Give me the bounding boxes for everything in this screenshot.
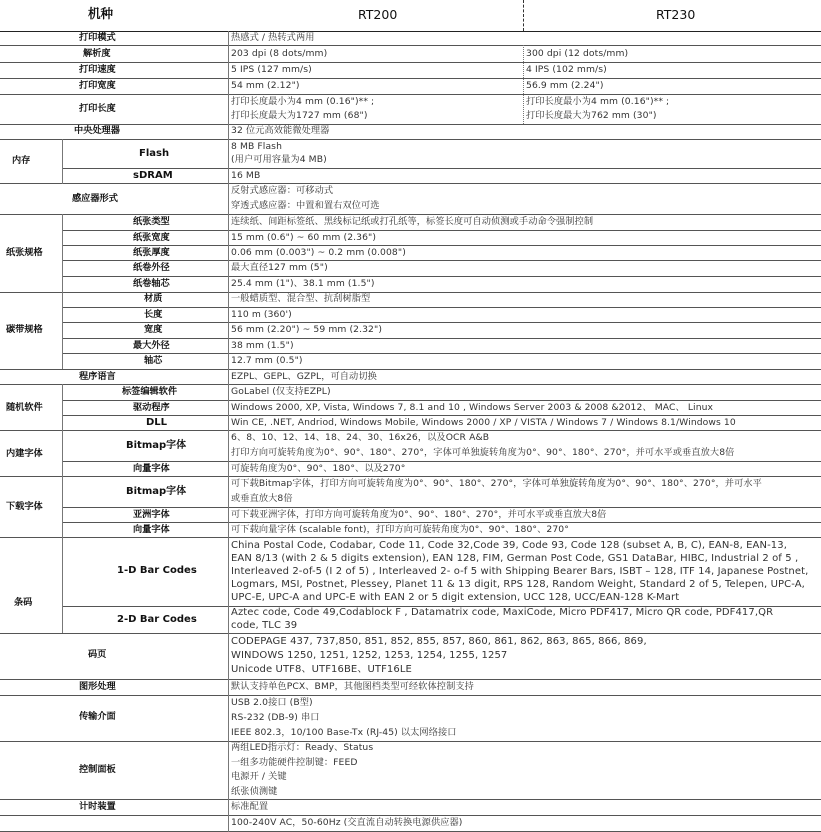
sdram-value: 16 MB	[231, 170, 261, 181]
codepage-line: Unicode UTF8、UTF16BE、UTF16LE	[231, 664, 412, 675]
barcode-1d-line: Interleaved 2-of-5 (I 2 of 5) , Interleaved 2- o-f 5 with Shipping Bearer Bars, ISBT – 128, ITF 14, Japanese Postnet,	[231, 566, 809, 577]
builtin-bitmap-value-2: 打印方向可旋转角度为0°、90°、180°、270°，字体可单独旋转角度为0°、90°、180°、270°，并可水平或垂直放大8倍	[231, 447, 735, 458]
row-rule	[0, 679, 821, 680]
paper-item-value: 15 mm (0.6") ~ 60 mm (2.36")	[231, 232, 377, 243]
print-length-value-a-1: 打印长度最小为4 mm (0.16")** ;	[231, 96, 375, 107]
paper-item-label: 纸张类型	[133, 216, 170, 227]
model-b-title: RT230	[656, 7, 696, 22]
barcode-1d-line: UPC-E, UPC-A and UPC-E with EAN 2 or 5 digit extension, UCC 128, UCC/EAN-128 K-Mart	[231, 592, 680, 603]
row-rule	[0, 537, 821, 538]
row-rule	[0, 799, 821, 800]
sdram-label: sDRAM	[133, 170, 173, 181]
interface-line: IEEE 802.3，10/100 Base-Tx (RJ-45) 以太网络接口	[231, 727, 457, 738]
model-a-title: RT200	[358, 7, 398, 22]
barcode-2d-label: 2-D Bar Codes	[117, 614, 197, 625]
software-item-value: Windows 2000, XP, Vista, Windows 7, 8.1 and 10 , Windows Server 2003 & 2008 &2012、 MAC、 Linux	[231, 402, 714, 413]
ribbon-item-value: 110 m (360')	[231, 309, 292, 320]
row-rule	[0, 815, 821, 816]
software-item-label: DLL	[146, 417, 168, 428]
download-vector-value: 可下载向量字体 (scalable font)，打印方向可旋转角度为0°、90°、180°、270°	[231, 524, 569, 535]
paper-item-label: 纸卷外径	[133, 262, 170, 273]
builtin-vector-label: 向量字体	[133, 463, 170, 474]
row-rule	[0, 45, 821, 46]
ribbon-item-label: 长度	[144, 309, 163, 320]
print-length-label: 打印长度	[79, 103, 116, 114]
flash-label: Flash	[139, 148, 170, 159]
software-group-label: 随机软件	[6, 402, 43, 413]
language-value: EZPL、GEPL、GZPL，可自动切换	[231, 371, 377, 382]
sensor-value-1: 反射式感应器：可移动式	[231, 185, 334, 196]
barcode-2d-line: Aztec code, Code 49,Codablock F , Datamatrix code, MaxiCode, Micro PDF417, Micro QR code, PDF417,QR	[231, 607, 774, 618]
model-divider	[523, 45, 524, 124]
graphics-value: 默认支持单色PCX、BMP，其他图档类型可经软体控制支持	[231, 681, 474, 692]
sensor-value-2: 穿透式感应器：中置和置右双位可选	[231, 200, 380, 211]
row-rule	[0, 139, 821, 140]
print-length-value-b-2: 打印长度最大为762 mm (30")	[526, 110, 657, 121]
barcode-1d-line: EAN 8/13 (with 2 & 5 digits extension), EAN 128, FIM, German Post Code, GS1 DataBar, HIBC, Industrial 2 of 5 ,	[231, 553, 799, 564]
row-rule	[62, 276, 821, 277]
interface-line: USB 2.0接口 (B型)	[231, 697, 313, 708]
row-rule	[62, 507, 821, 508]
paper-group-label: 纸张规格	[6, 247, 43, 258]
paper-item-value: 最大直径127 mm (5")	[231, 262, 328, 273]
download-bitmap-value-2: 或垂直放大8倍	[231, 493, 293, 504]
row-rule	[0, 476, 821, 477]
paper-item-value: 25.4 mm (1")、38.1 mm (1.5")	[231, 278, 375, 289]
software-item-label: 驱动程序	[133, 402, 170, 413]
barcode-1d-line: China Postal Code, Codabar, Code 11, Code 32,Code 39, Code 93, Code 128 (subset A, B, C), EAN-8, EAN-13,	[231, 540, 787, 551]
download-bitmap-label: Bitmap字体	[126, 486, 187, 497]
row-rule	[0, 430, 821, 431]
control-panel-line: 两组LED指示灯：Ready、Status	[231, 742, 374, 753]
graphics-label: 图形处理	[79, 681, 116, 692]
cpu-value: 32 位元高效能微处理器	[231, 125, 330, 136]
resolution-label: 解析度	[83, 48, 111, 59]
barcode-1d-label: 1-D Bar Codes	[117, 565, 197, 576]
row-rule	[0, 214, 821, 215]
ribbon-item-value: 一般蜡质型、混合型、抗刮树脂型	[231, 293, 371, 304]
row-rule	[0, 62, 821, 63]
print-mode-label: 打印模式	[79, 32, 116, 43]
print-mode-value: 热感式 / 热转式两用	[231, 32, 315, 43]
row-rule	[62, 522, 821, 523]
row-rule	[0, 369, 821, 370]
builtin-fonts-group-label: 内建字体	[6, 448, 43, 459]
row-rule	[62, 307, 821, 308]
row-rule	[62, 353, 821, 354]
row-rule	[0, 633, 821, 634]
software-item-label: 标签编辑软件	[122, 386, 178, 397]
print-width-label: 打印宽度	[79, 80, 116, 91]
paper-item-label: 纸卷轴芯	[133, 278, 170, 289]
ribbon-item-label: 轴芯	[144, 355, 163, 366]
row-rule	[62, 461, 821, 462]
flash-value-1: 8 MB Flash	[231, 141, 282, 152]
row-rule	[0, 124, 821, 125]
software-item-value: GoLabel (仅支持EZPL)	[231, 386, 331, 397]
ribbon-item-label: 最大外径	[133, 340, 170, 351]
barcodes-group-label: 条码	[14, 597, 33, 608]
interface-label: 传输介面	[79, 711, 116, 722]
paper-item-label: 纸张厚度	[133, 247, 170, 258]
row-rule	[0, 384, 821, 385]
row-rule	[62, 322, 821, 323]
codepage-label: 码页	[88, 649, 107, 660]
control-panel-label: 控制面板	[79, 764, 116, 775]
ribbon-item-value: 56 mm (2.20") ~ 59 mm (2.32")	[231, 324, 383, 335]
control-panel-line: 一组多功能硬件控制键：FEED	[231, 757, 358, 768]
power-value: 100-240V AC，50-60Hz (交直流自动转换电源供应器)	[231, 817, 463, 828]
print-speed-label: 打印速度	[79, 64, 116, 75]
row-rule	[62, 415, 821, 416]
control-panel-line: 电源开 / 关键	[231, 771, 287, 782]
header-label: 机种	[88, 6, 114, 21]
memory-group-label: 内存	[12, 155, 31, 166]
row-rule	[0, 292, 821, 293]
builtin-vector-value: 可旋转角度为0°、90°、180°、以及270°	[231, 463, 406, 474]
row-rule	[62, 230, 821, 231]
software-item-value: Win CE, .NET, Andriod, Windows Mobile, Windows 2000 / XP / VISTA / Windows 7 / Windows 8.1/Windows 10	[231, 417, 736, 428]
sensor-label: 感应器形式	[72, 193, 118, 204]
resolution-value-a: 203 dpi (8 dots/mm)	[231, 48, 328, 59]
codepage-line: CODEPAGE 437, 737,850, 851, 852, 855, 857, 860, 861, 862, 863, 865, 866, 869,	[231, 636, 647, 647]
ribbon-item-value: 38 mm (1.5")	[231, 340, 294, 351]
resolution-value-b: 300 dpi (12 dots/mm)	[526, 48, 629, 59]
row-rule	[62, 400, 821, 401]
col-rule	[62, 139, 63, 184]
download-asian-label: 亚洲字体	[133, 509, 170, 520]
flash-value-2: (用户可用容量为4 MB)	[231, 154, 327, 165]
row-rule	[62, 338, 821, 339]
print-speed-value-a: 5 IPS (127 mm/s)	[231, 64, 312, 75]
col-rule	[62, 384, 63, 537]
row-rule	[62, 168, 821, 169]
print-length-value-a-2: 打印长度最大为1727 mm (68")	[231, 110, 368, 121]
col-rule	[62, 214, 63, 369]
download-bitmap-value-1: 可下载Bitmap字体，打印方向可旋转角度为0°、90°、180°、270°，字体可单独旋转角度为0°、90°、180°、270°，并可水平	[231, 478, 762, 489]
col-rule	[62, 537, 63, 633]
timer-value: 标准配置	[231, 801, 269, 812]
row-rule	[0, 741, 821, 742]
header-rule	[0, 31, 821, 32]
download-asian-value: 可下载亚洲字体，打印方向可旋转角度为0°、90°、180°、270°，并可水平或垂直放大8倍	[231, 509, 607, 520]
ribbon-group-label: 碳带规格	[6, 324, 43, 335]
row-rule	[0, 78, 821, 79]
ribbon-item-value: 12.7 mm (0.5")	[231, 355, 303, 366]
paper-item-label: 纸张宽度	[133, 232, 170, 243]
print-length-value-b-1: 打印长度最小为4 mm (0.16")** ;	[526, 96, 670, 107]
timer-label: 计时装置	[79, 801, 116, 812]
row-rule	[0, 183, 821, 184]
control-panel-line: 纸张侦测键	[231, 786, 278, 797]
builtin-bitmap-label: Bitmap字体	[126, 440, 187, 451]
interface-line: RS-232 (DB-9) 串口	[231, 712, 320, 723]
print-width-value-b: 56.9 mm (2.24")	[526, 80, 604, 91]
paper-item-value: 0.06 mm (0.003") ~ 0.2 mm (0.008")	[231, 247, 406, 258]
col-rule	[228, 31, 229, 832]
row-rule	[62, 260, 821, 261]
download-vector-label: 向量字体	[133, 524, 170, 535]
print-width-value-a: 54 mm (2.12")	[231, 80, 300, 91]
builtin-bitmap-value-1: 6、8、10、12、14、18、24、30、16x26，以及OCR A&B	[231, 432, 490, 443]
row-rule	[0, 695, 821, 696]
row-rule	[0, 94, 821, 95]
row-rule	[62, 245, 821, 246]
codepage-line: WINDOWS 1250, 1251, 1252, 1253, 1254, 1255, 1257	[231, 650, 508, 661]
ribbon-item-label: 材质	[144, 293, 163, 304]
barcode-1d-line: Logmars, MSI, Postnet, Plessey, Planet 11 & 13 digit, RPS 128, Random Weight, Standard 2 of 5, Telepen, UPC-A,	[231, 579, 805, 590]
print-speed-value-b: 4 IPS (102 mm/s)	[526, 64, 607, 75]
paper-item-value: 连续纸、间距标签纸、黑线标记纸或打孔纸等，标签长度可自动侦测或手动命令强制控制	[231, 216, 594, 227]
ribbon-item-label: 宽度	[144, 324, 163, 335]
download-fonts-group-label: 下载字体	[6, 501, 43, 512]
barcode-2d-line: code, TLC 39	[231, 620, 298, 631]
cpu-label: 中央处理器	[74, 125, 120, 136]
language-label: 程序语言	[79, 371, 116, 382]
model-divider	[523, 0, 524, 31]
